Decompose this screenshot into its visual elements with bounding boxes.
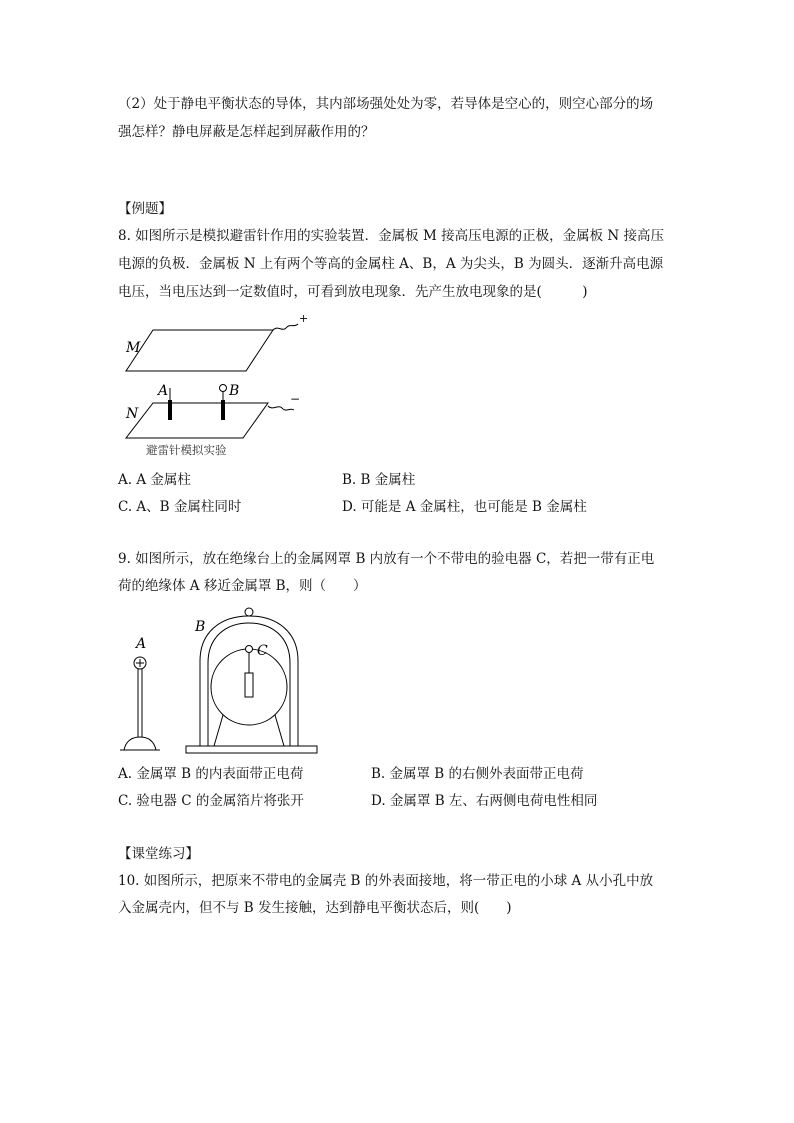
question-8-line-1: 8. 如图所示是模拟避雷针作用的实验装置．金属板 M 接高压电源的正极，金属板 N 接高压 (118, 228, 664, 244)
stand-base-a (124, 737, 156, 750)
question-9-line-1: 9. 如图所示，放在绝缘台上的金属网罩 B 内放有一个不带电的验电器 C，若把一带有正电 (118, 551, 655, 567)
figure-caption: 避雷针模拟实验 (146, 443, 227, 457)
rod-a-label: A (158, 383, 169, 399)
body-a-label: A (136, 636, 147, 652)
question-2-line-2: 强怎样？静电屏蔽是怎样起到屏蔽作用的？ (118, 124, 375, 140)
q8-option-a[interactable]: A. A 金属柱 (118, 472, 191, 488)
q9-option-d[interactable]: D. 金属罩 B 左、右两侧电荷电性相同 (371, 793, 598, 809)
electroscope-leg-right (275, 715, 284, 746)
insulating-platform (186, 746, 317, 753)
question-9-line-2: 荷的绝缘体 A 移近金属罩 B，则（ ） (118, 578, 367, 594)
electroscope-c-label: C (257, 643, 268, 659)
rod-b-label: B (229, 383, 240, 399)
question-10-line-2: 入金属壳内，但不与 B 发生接触，达到静电平衡状态后，则( ) (118, 900, 512, 916)
cover-top-ring (245, 608, 253, 616)
question-8-line-2: 电源的负极．金属板 N 上有两个等高的金属柱 A、B，A 为尖头，B 为圆头．逐渐升高电源 (118, 256, 664, 272)
cover-b-label: B (195, 619, 206, 635)
plate-m (126, 330, 273, 371)
rod-b-ball (220, 385, 227, 392)
q9-option-b[interactable]: B. 金属罩 B 的右侧外表面带正电荷 (371, 766, 584, 782)
q8-option-b[interactable]: B. B 金属柱 (342, 472, 416, 488)
plate-n-label: N (126, 406, 139, 422)
q8-option-d[interactable]: D. 可能是 A 金属柱，也可能是 B 金属柱 (342, 499, 587, 515)
plate-n-wire (268, 406, 294, 410)
section-heading-example: 【例题】 (118, 201, 172, 217)
electroscope-leg-left (214, 715, 223, 746)
electroscope-ball (246, 646, 253, 653)
question-8-line-3: 电压，当电压达到一定数值时，可看到放电现象．先产生放电现象的是( ) (118, 284, 588, 300)
section-heading-practice: 【课堂练习】 (118, 846, 199, 862)
electroscope-figure (118, 603, 323, 758)
positive-terminal-label: + (299, 312, 309, 325)
lightning-rod-figure (118, 308, 318, 460)
negative-terminal-label: − (290, 392, 301, 406)
rod-a (168, 400, 172, 420)
plate-m-label: M (126, 340, 141, 356)
q8-option-c[interactable]: C. A、B 金属柱同时 (118, 499, 242, 515)
question-2-line-1: （2）处于静电平衡状态的导体，其内部场强处处为零，若导体是空心的，则空心部分的场 (118, 96, 654, 112)
rod-b (221, 400, 225, 420)
q9-option-c[interactable]: C. 验电器 C 的金属箔片将张开 (118, 793, 304, 809)
plate-m-wire (273, 324, 298, 330)
plate-n (126, 403, 268, 438)
electroscope-leaves (245, 673, 253, 697)
question-10-line-1: 10. 如图所示，把原来不带电的金属壳 B 的外表面接地，将一带正电的小球 A 从小孔中放 (118, 873, 654, 889)
q9-option-a[interactable]: A. 金属罩 B 的内表面带正电荷 (118, 766, 304, 782)
